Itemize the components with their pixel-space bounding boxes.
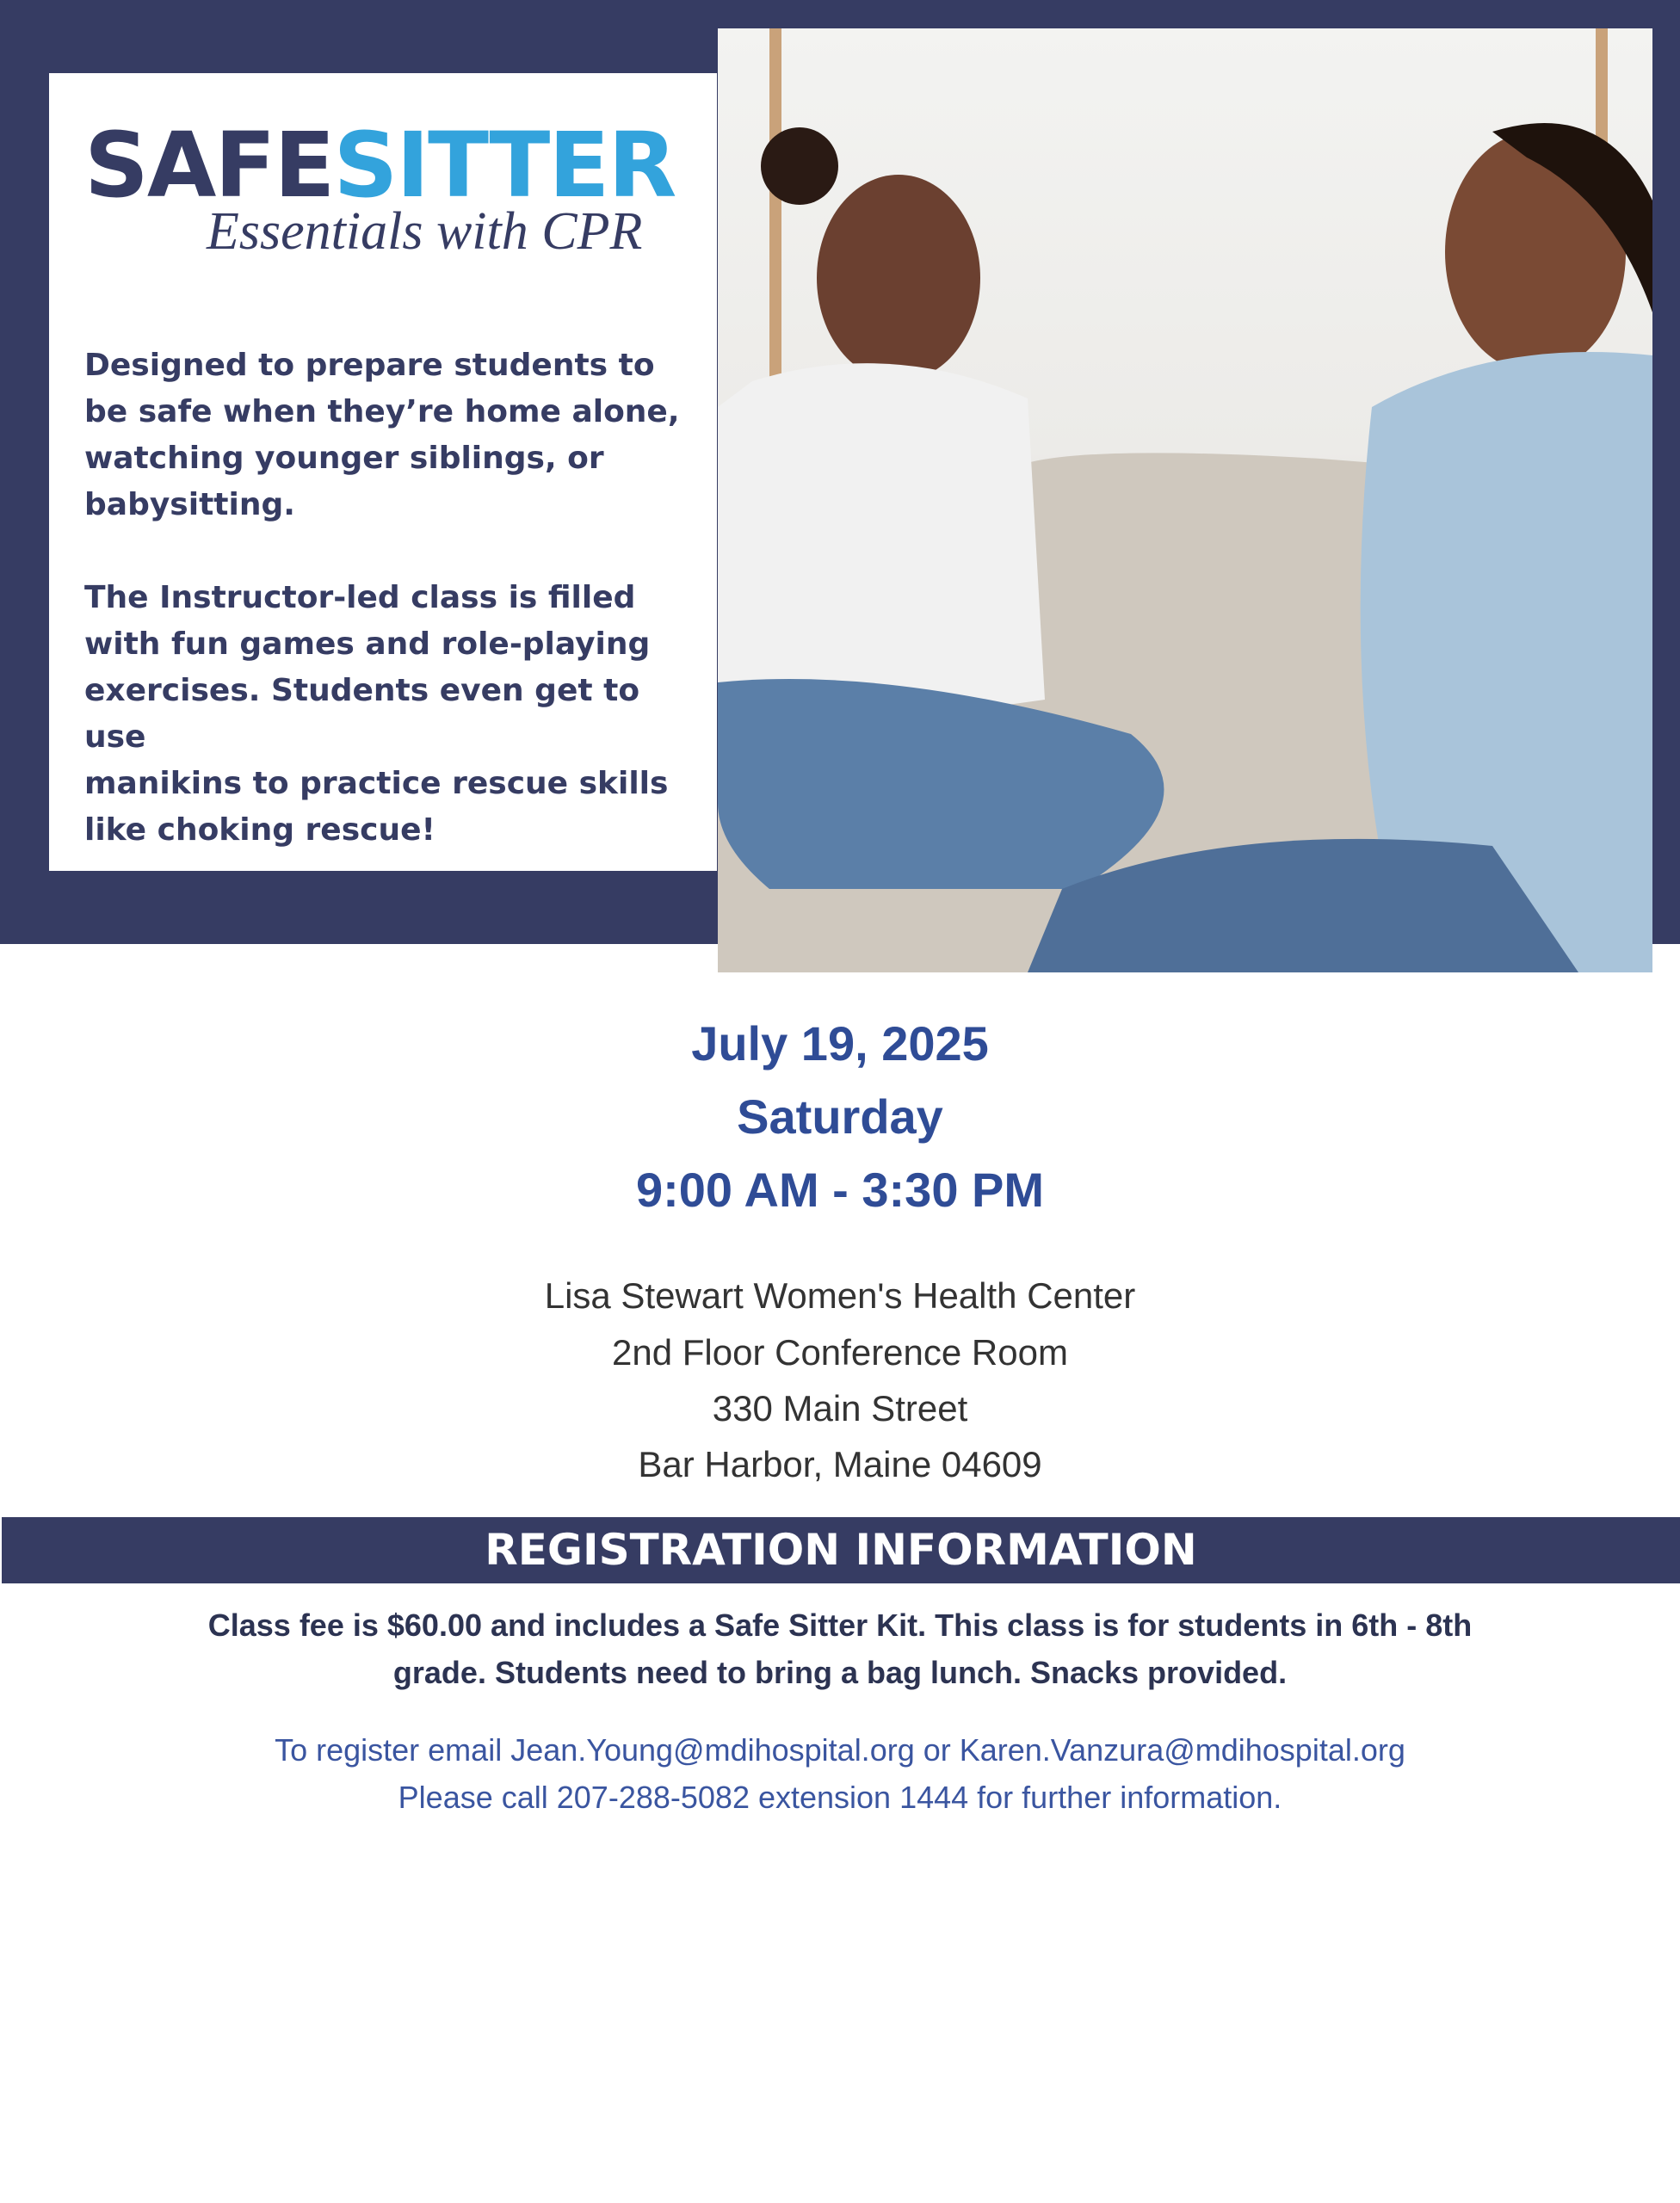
text-line: like choking rescue!: [84, 812, 435, 848]
location-city: Bar Harbor, Maine 04609: [638, 1444, 1042, 1484]
logo-safe: SAFE: [84, 113, 334, 218]
logo-tagline: Essentials with CPR: [207, 202, 643, 261]
registration-title: REGISTRATION INFORMATION: [485, 1525, 1197, 1575]
event-day: Saturday: [737, 1089, 943, 1144]
contact-email-line: To register email Jean.Young@mdihospital.org or Karen.Vanzura@mdihospital.org: [275, 1732, 1405, 1768]
fee-line-1: Class fee is $60.00 and includes a Safe Sitter Kit. This class is for students in 6th - 8th: [207, 1608, 1473, 1643]
text-line: be safe when they’re home alone,: [84, 394, 680, 429]
fee-line-2: grade. Students need to bring a bag lunch. Snacks provided.: [392, 1655, 1288, 1690]
location-name: Lisa Stewart Women's Health Center: [544, 1275, 1136, 1316]
text-line: The Instructor-led class is filled: [84, 580, 636, 615]
text-line: manikins to practice rescue skills: [84, 766, 669, 801]
photo-two-girls-on-couch: [718, 28, 1652, 972]
location-room: 2nd Floor Conference Room: [612, 1332, 1068, 1373]
event-time: 9:00 AM - 3:30 PM: [635, 1163, 1045, 1217]
event-date: July 19, 2025: [691, 1016, 989, 1071]
description-paragraph-2: [84, 575, 704, 854]
description-paragraph-1: [84, 342, 704, 528]
text-line: exercises. Students even get to use: [84, 673, 640, 755]
safe-sitter-logo: [84, 113, 676, 218]
contact-phone-line: Please call 207-288-5082 extension 1444 for further information.: [398, 1780, 1282, 1815]
location-street: 330 Main Street: [712, 1388, 968, 1429]
logo-sitter: SITTER: [333, 113, 676, 218]
text-line: watching younger siblings, or: [84, 441, 604, 476]
registration-banner: [2, 1517, 1680, 1583]
photo-illustration: [718, 28, 1652, 972]
text-line: Designed to prepare students to: [84, 348, 655, 383]
text-line: with fun games and role-playing: [84, 626, 651, 662]
text-line: babysitting.: [84, 487, 295, 522]
